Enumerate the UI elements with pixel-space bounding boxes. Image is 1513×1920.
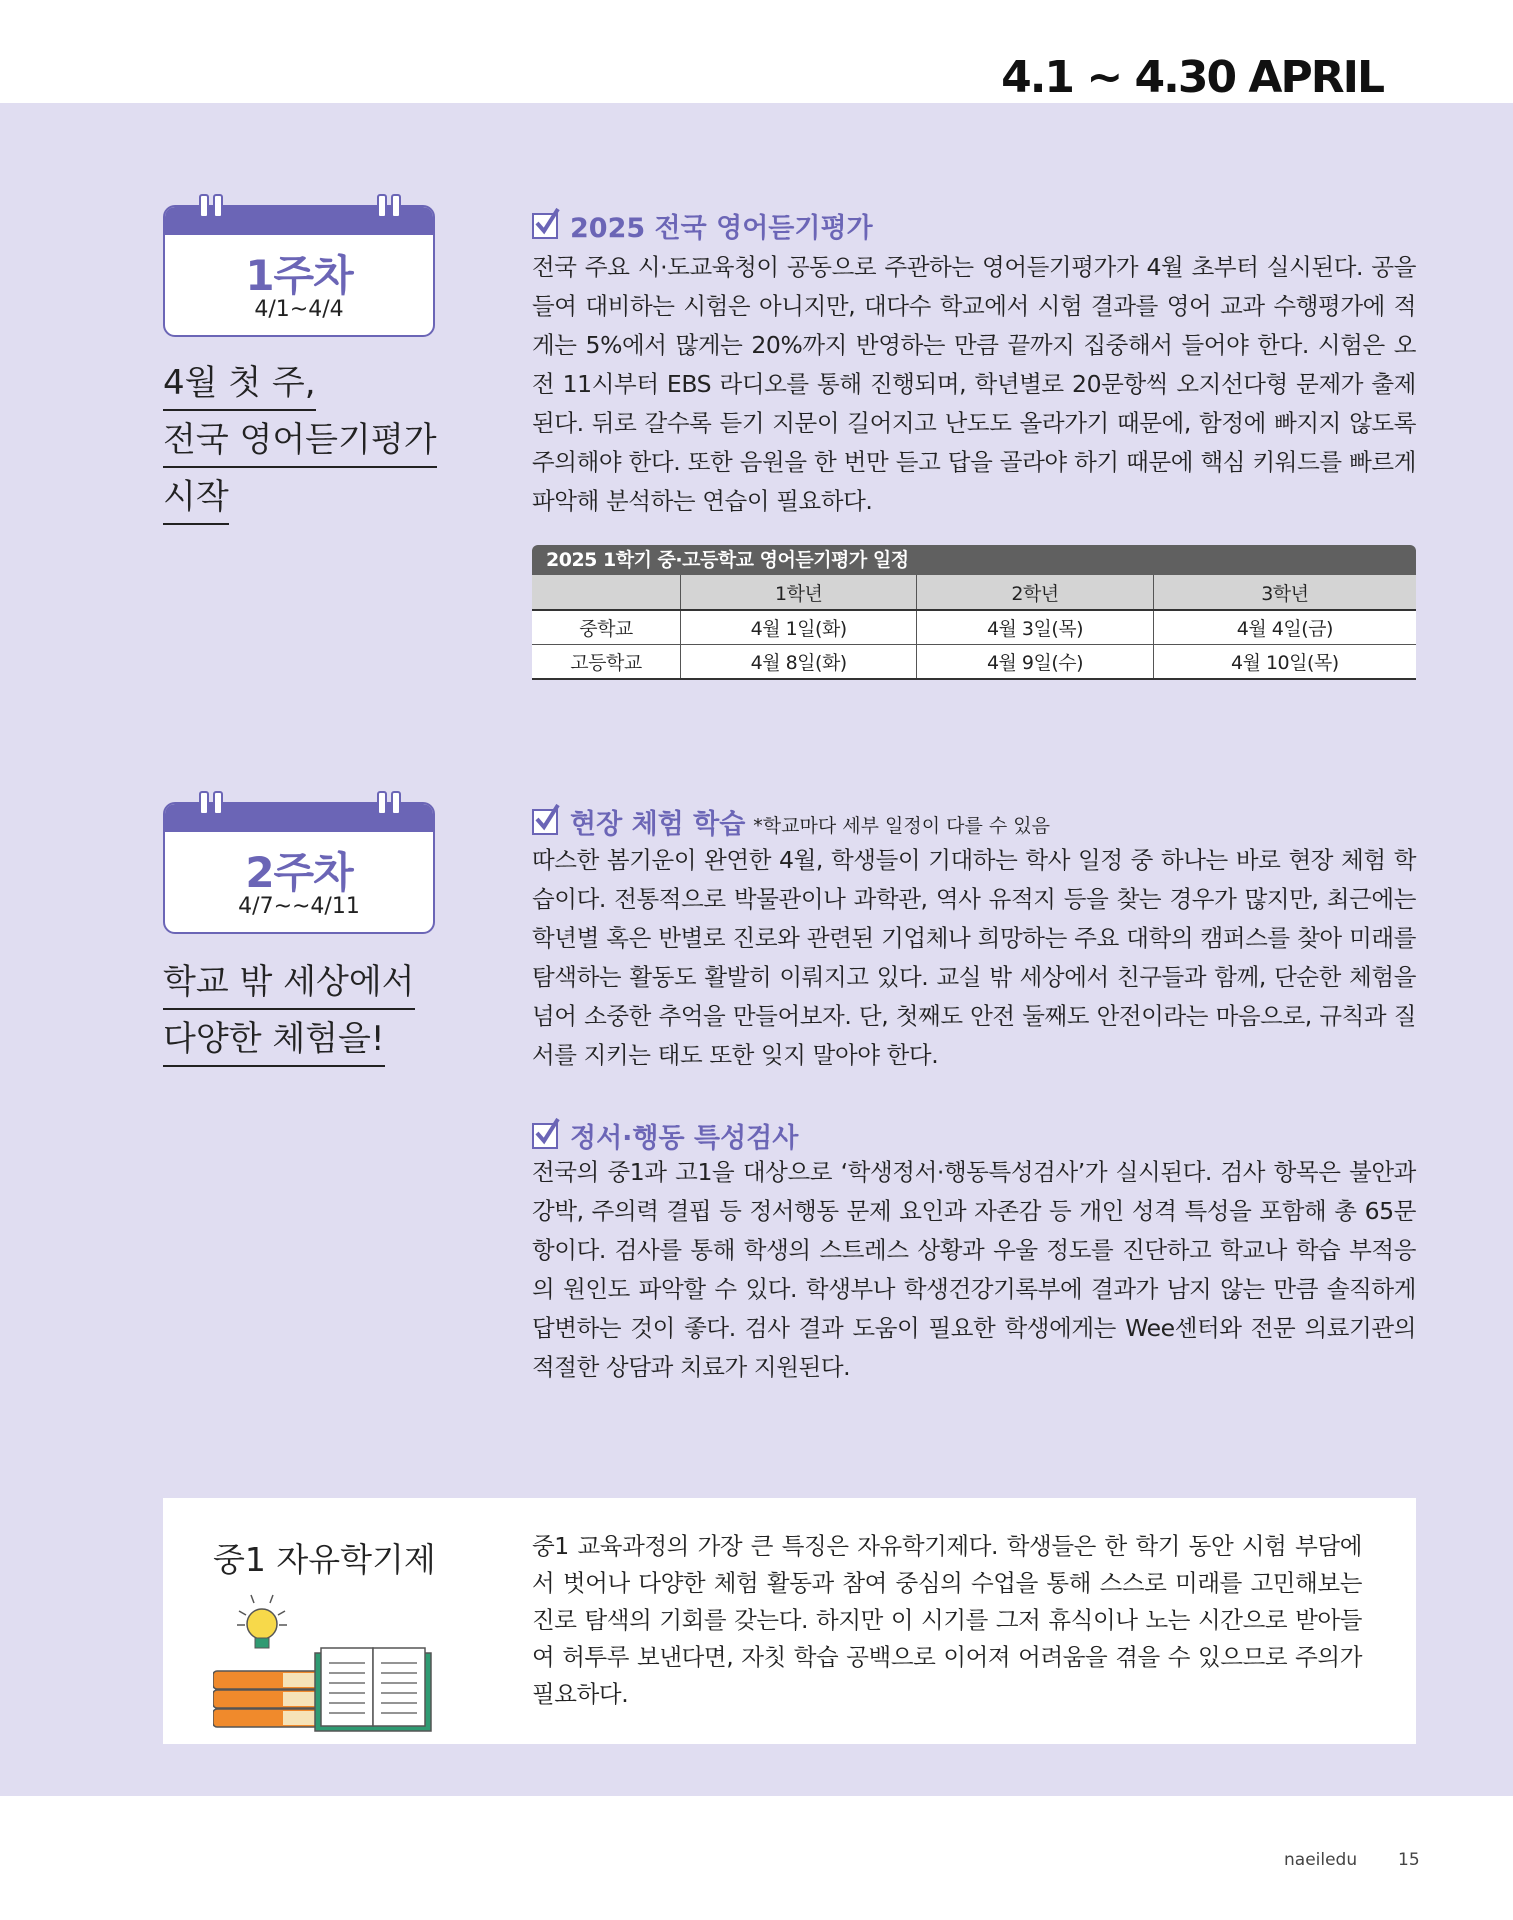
box-body: 중1 교육과정의 가장 큰 특징은 자유학기제다. 학생들은 한 학기 동안 시험 부담에서 벗어나 다양한 체험 활동과 참여 중심의 수업을 통해 스스로 미래를 고민해보는 진로 탐색의 기회를 갖는다. 하지만 이 시기를 그저 휴식이나 노는 시간으로 받아들여 허투루 보낸다면, 자칫 학습 공백으로 이어져 어려움을 겪을 수 있으므로 주의가 필요하다.: [532, 1532, 1362, 1708]
page-header-title: 4.1 ~ 4.30 APRIL: [1001, 52, 1383, 103]
open-book-icon: [315, 1648, 431, 1731]
week2-side-title: [163, 957, 415, 1071]
week2-side-title-line: 다양한 체험을!: [163, 1014, 385, 1067]
table-row: [532, 645, 1416, 680]
table-header-cell: 2학년: [917, 575, 1153, 610]
week2-calendar-icon: [163, 802, 435, 934]
lightbulb-icon: [237, 1595, 287, 1648]
box-title: 중1 자유학기제: [213, 1540, 436, 1579]
checkbox-icon: [532, 213, 558, 239]
week1-dates: 4/1~4/4: [254, 297, 344, 322]
table-cell: 4월 3일(목): [917, 610, 1153, 645]
table-row: [532, 610, 1416, 645]
section1-heading: [532, 206, 873, 245]
week2-dates: 4/7~~4/11: [238, 894, 360, 919]
section1-body: 전국 주요 시·도교육청이 공동으로 주관하는 영어듣기평가가 4월 초부터 실시된다. 공을 들여 대비하는 시험은 아니지만, 대다수 학교에서 시험 결과를 영어 교과 수행평가에 적게는 5%에서 많게는 20%까지 반영하는 만큼 끝까지 집중해서 들어야 한다. 시험은 오전 11시부터 EBS 라디오를 통해 진행되며, 학년별로 20문항씩 오지선다형 문제가 출제된다. 뒤로 갈수록 듣기 지문이 길어지고 난도도 올라가기 때문에, 함정에 빠지지 않도록 주의해야 한다. 또한 음원을 한 번만 듣고 답을 골라야 하기 때문에 핵심 키워드를 빠르게 파악해 분석하는 연습이 필요하다.: [532, 253, 1416, 515]
table-cell: 4월 10일(목): [1153, 645, 1416, 680]
section2-body: 따스한 봄기운이 완연한 4월, 학생들이 기대하는 학사 일정 중 하나는 바로 현장 체험 학습이다. 전통적으로 박물관이나 과학관, 역사 유적지 등을 찾는 경우가 많지만, 최근에는 학년별 혹은 반별로 진로와 관련된 기업체나 희망하는 주요 대학의 캠퍼스를 찾아 미래를 탐색하는 활동도 활발히 이뤄지고 있다. 교실 밖 세상에서 친구들과 함께, 단순한 체험을 넘어 소중한 추억을 만들어보자. 단, 첫째도 안전 둘째도 안전이라는 마음으로, 규칙과 질서를 지키는 태도 또한 잊지 말아야 한다.: [532, 846, 1416, 1069]
table-cell: 4월 8일(화): [681, 645, 917, 680]
book-stack-icon: [213, 1671, 323, 1727]
table-cell: 4월 1일(화): [681, 610, 917, 645]
books-lightbulb-illustration: [213, 1593, 433, 1737]
table-cell: 고등학교: [532, 645, 681, 680]
schedule-table: [532, 545, 1416, 680]
section1-title: 2025 전국 영어듣기평가: [570, 213, 873, 244]
section3-body: 전국의 중1과 고1을 대상으로 ‘학생정서·행동특성검사’가 실시된다. 검사 항목은 불안과 강박, 주의력 결핍 등 정서행동 문제 요인과 자존감 등 개인 성격 특성을 포함해 총 65문항이다. 검사를 통해 학생의 스트레스 상황과 우울 정도를 진단하고 학교나 학습 부적응의 원인도 파악할 수 있다. 학생부나 학생건강기록부에 결과가 남지 않는 만큼 솔직하게 답변하는 것이 좋다. 검사 결과 도움이 필요한 학생에게는 Wee센터와 전문 의료기관의 적절한 상담과 치료가 지원된다.: [532, 1158, 1416, 1381]
schedule-table-caption: 2025 1학기 중·고등학교 영어듣기평가 일정: [532, 545, 1416, 575]
table-cell: 4월 4일(금): [1153, 610, 1416, 645]
section2-heading: [532, 802, 1050, 841]
week1-calendar-icon: [163, 205, 435, 337]
table-header-cell: 3학년: [1153, 575, 1416, 610]
free-semester-box: [163, 1498, 1416, 1744]
week1-side-title-line: 시작: [163, 472, 229, 525]
footer-brand: naeiledu: [1284, 1850, 1358, 1870]
table-header-cell: [532, 575, 681, 610]
checkbox-icon: [532, 1123, 558, 1149]
week2-label: 2주차: [245, 848, 353, 897]
section2-title: 현장 체험 학습: [570, 809, 746, 840]
week1-side-title-line: 전국 영어듣기평가: [163, 415, 437, 468]
checkbox-icon: [532, 809, 558, 835]
week1-side-title: [163, 358, 437, 529]
week1-side-title-line: 4월 첫 주,: [163, 358, 316, 411]
section3-heading: [532, 1116, 798, 1155]
section2-note: *학교마다 세부 일정이 다를 수 있음: [753, 815, 1050, 837]
page-number: 15: [1398, 1850, 1420, 1870]
week2-side-title-line: 학교 밖 세상에서: [163, 957, 415, 1010]
table-cell: 중학교: [532, 610, 681, 645]
table-cell: 4월 9일(수): [917, 645, 1153, 680]
table-header-cell: 1학년: [681, 575, 917, 610]
section3-title: 정서·행동 특성검사: [570, 1123, 799, 1154]
week1-label: 1주차: [245, 251, 353, 300]
